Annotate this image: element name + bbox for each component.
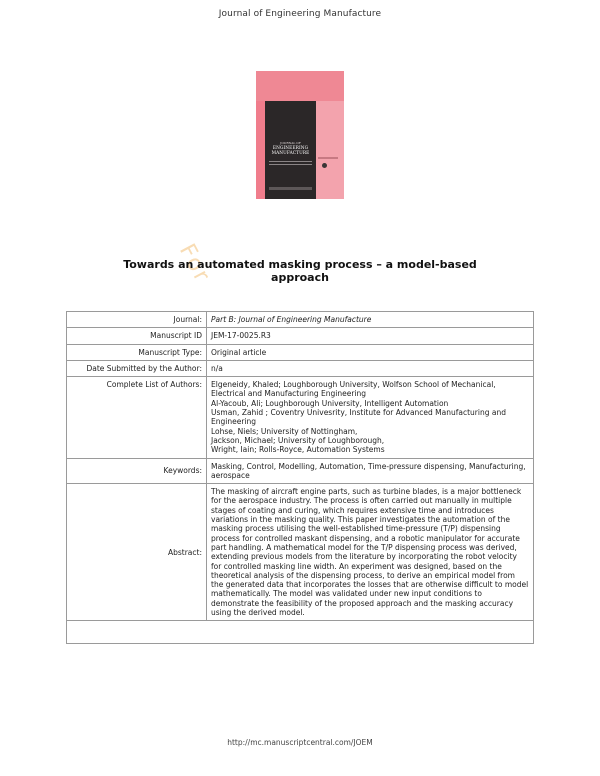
- keywords-label: Keywords:: [67, 458, 207, 484]
- author-entry: Usman, Zahid ; Coventry Univesrity, Institute for Advanced Manufacturing and Engineering: [211, 408, 506, 427]
- authors-label: Complete List of Authors:: [67, 377, 207, 458]
- authors-list: [207, 377, 534, 458]
- cover-subtitle-lines: [269, 161, 312, 167]
- paper-title: Towards an automated masking process – a model-based approach: [123, 258, 477, 284]
- table-row: [67, 377, 534, 458]
- journal-cover-image: [256, 71, 344, 199]
- journal-value: Part B: Journal of Engineering Manufacture: [207, 312, 534, 328]
- date-submitted-label: Date Submitted by the Author:: [67, 360, 207, 376]
- cover-title-line1: ENGINEERING: [272, 146, 309, 151]
- date-submitted-value: n/a: [207, 360, 534, 376]
- keywords-value: Masking, Control, Modelling, Automation, Time-pressure dispensing, Manufacturing, aerospace: [207, 458, 534, 484]
- manuscript-type-value: Original article: [207, 344, 534, 360]
- cover-top-band: [256, 71, 344, 101]
- cover-dark-panel: [265, 101, 316, 199]
- journal-header: Journal of Engineering Manufacture: [218, 9, 382, 19]
- author-entry: Lohse, Niels; University of Nottingham,: [211, 426, 358, 436]
- cover-publisher-text: [318, 157, 338, 159]
- author-entry: Wright, Iain; Rolls-Royce, Automation Systems: [211, 445, 385, 455]
- footer-url: http://mc.manuscriptcentral.com/JOEM: [227, 738, 373, 747]
- manuscript-id-label: Manuscript ID: [67, 328, 207, 344]
- manuscript-type-label: Manuscript Type:: [67, 344, 207, 360]
- review-watermark: For: [173, 240, 215, 288]
- author-entry: Al-Yacoub, Ali; Loughborough University, Intelligent Automation: [211, 398, 449, 408]
- abstract-label: Abstract:: [67, 484, 207, 621]
- abstract-text: The masking of aircraft engine parts, such as turbine blades, is a major bottleneck for the aerospace industry. The process is often carried out manually in multiple stages of coating and curing, which requires extensive time and introduces variations in the masking quality. This paper investigates the automation of the masking process utilising the well-established time-pressure (T/P) dispensing process for controlled maskant dispensing, and a robotic manipulator for accurate part handling. A mathematical model for the T/P dispensing process was derived, extending previous models from the literature by incorporating the robot velocity for controlled masking line width. An experiment was designed, based on the theoretical analysis of the dispensing process, to derive an empirical model from the generated data that incorporates the losses that are otherwise difficult to model mathematically. The model was validated under new input conditions to demonstrate the feasibility of the proposed approach and the masking accuracy using the derived model.: [207, 484, 534, 621]
- table-row: [67, 484, 534, 621]
- table-row: [67, 344, 534, 360]
- author-entry: Elgeneidy, Khaled; Loughborough University, Wolfson School of Mechanical, Electrical and Manufacturing Engineering: [211, 380, 496, 399]
- manuscript-metadata-table: [66, 311, 534, 644]
- table-row: [67, 458, 534, 484]
- table-row: [67, 328, 534, 344]
- author-entry: Jackson, Michael; University of Loughborough,: [211, 435, 385, 445]
- cover-title: [267, 146, 314, 156]
- journal-label: Journal:: [67, 312, 207, 328]
- cover-side-panel: [316, 101, 344, 199]
- cover-footer-strip: [269, 187, 312, 190]
- empty-cell: [67, 621, 534, 644]
- cover-kicker: JOURNAL OF: [280, 141, 301, 145]
- table-row: [67, 312, 534, 328]
- manuscript-id-value: JEM-17-0025.R3: [207, 328, 534, 344]
- table-row: [67, 621, 534, 644]
- table-row: [67, 360, 534, 376]
- cover-title-line2: MANUFACTURE: [271, 151, 310, 156]
- publisher-logo-icon: [322, 163, 327, 168]
